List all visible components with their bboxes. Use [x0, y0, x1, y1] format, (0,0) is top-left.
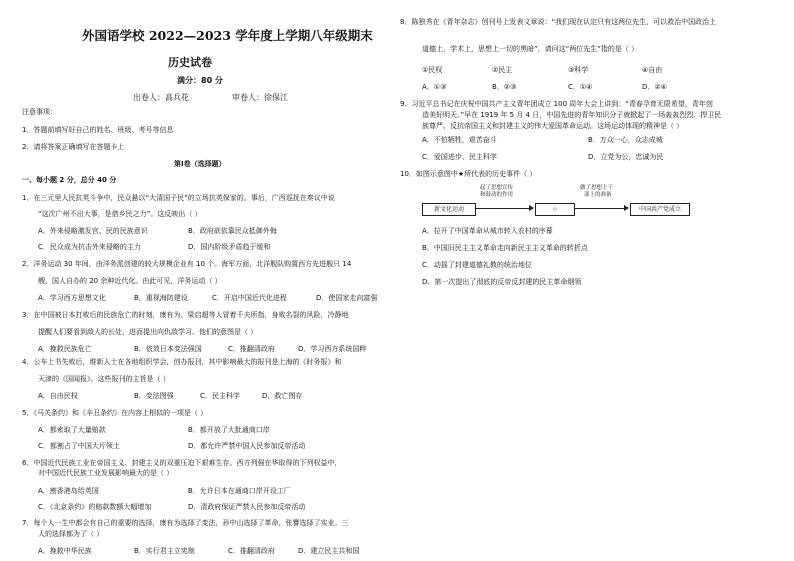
- option-D[interactable]: D．使国家走向富强: [316, 294, 378, 302]
- option-C[interactable]: C．爱国进步、民主科学: [422, 153, 497, 161]
- question-6-line: 6．中国近代民族工业在帝国主义、封建主义的双重压迫下艰难生存。西方列强在华取得的下列权益中，: [22, 459, 342, 467]
- option-B[interactable]: B．都开放了大批通商口岸: [188, 426, 270, 434]
- full-score: 满分：80 分: [177, 76, 223, 85]
- question-8-line: 道德上，学术上，思想上一切的黑暗”，请问这“两位先生”指的是（ ）: [422, 45, 639, 53]
- option-D[interactable]: D．第一次提出了彻底的反帝反封建的民主革命纲领: [422, 278, 582, 286]
- diagram-box-cpc-founded: 中国共产党成立: [630, 203, 690, 216]
- question-7-line: 7．每个人一生中都会有自己的重要的选择，康有为选择了变法，孙中山选择了革命，张謇选择了实业。三: [22, 519, 349, 527]
- option-D[interactable]: D．都允许严禁中国人民参加反帝活动: [188, 442, 306, 450]
- question-3-line: 3．在中国被日本打败后的民族危亡的时刻，康有为、梁启超等人冒着千夫所指，身败名裂的风险，冷静地: [22, 311, 349, 319]
- diagram-box-new-culture: 新文化运动: [422, 203, 476, 216]
- option-B[interactable]: B．变法图强: [134, 392, 174, 400]
- section-title: 第Ⅰ卷（选择题）: [174, 160, 226, 168]
- arrow-1-label: 和鼓动的作用: [480, 192, 514, 198]
- option-C[interactable]: C．《北京条约》的赔款数额大幅增加: [38, 503, 152, 511]
- option-B[interactable]: B．政府欲依靠民众抵御外侮: [188, 227, 277, 235]
- item-2: ②民主: [492, 66, 513, 74]
- option-C[interactable]: C．动摇了封建道德礼教的统治地位: [422, 261, 532, 269]
- item-3: ③科学: [568, 66, 589, 74]
- reviewer: 审卷人：徐保江: [232, 93, 288, 102]
- arrow-1-label: 起了思想宣传: [480, 185, 514, 191]
- question-1-line: 1．在三元里人民抗英斗争中，民众悬以“大清国子民”的立场抗英保家的。事后，广西巡抚在奏议中说: [22, 194, 335, 202]
- option-B[interactable]: B．②③: [492, 83, 517, 91]
- exam-title: 外国语学校 2022—2023 学年度上学期八年级期末: [82, 28, 373, 43]
- arrow-2-label: 做了思想上干: [580, 185, 614, 191]
- option-A[interactable]: A．拉开了中国革命从城市转入农村的序幕: [422, 227, 553, 235]
- question-10-line: 10．如图示意图中★所代表的历史事件（ ）: [400, 170, 537, 178]
- option-B[interactable]: B．重视海防建设: [134, 294, 188, 302]
- item-4: ④自由: [642, 66, 663, 74]
- arrow-2-label: 部上的准备: [584, 192, 612, 198]
- question-8-line: 8．陈独秀在《青年杂志》创刊号上发表文章说：“我们现在认定只有这两位先生，可以救治中国政治上: [400, 18, 717, 26]
- option-D[interactable]: D．立党为公，忠诚为民: [588, 153, 664, 161]
- question-9-line: 族尊严、反抗帝国主义和封建主义的伟大爱国革命运动。这场运动体现的精神是（ ）: [422, 122, 684, 130]
- option-D[interactable]: D．②④: [642, 83, 667, 91]
- option-B[interactable]: B．实行君主立宪制: [134, 547, 195, 555]
- option-A[interactable]: A．外来侵略激发官、民的民族意识: [38, 227, 148, 235]
- option-B[interactable]: B．依效日本变法强国: [134, 345, 202, 353]
- question-1-line: “这次广州不出大事，是借乡民之力”。这反映出（ ）: [38, 210, 202, 218]
- note-item: 2．请将答案正确填写在答题卡上: [22, 143, 125, 151]
- option-A[interactable]: A．挽救民族危亡: [38, 345, 92, 353]
- arrow-2-head: [624, 205, 629, 211]
- question-3-line: 提醒人们要看到敌人的长处，进而提出向仇敌学习。他们的意图是（ ）: [38, 328, 258, 336]
- question-4-line: 天津的《国闻报》。这些报刊的主旨是（ ）: [38, 375, 170, 383]
- question-2-line: 艘。国人自办的 20 余种近代化。由此可见，洋务运动（ ）: [38, 277, 222, 285]
- option-A[interactable]: A．都索取了大量赔款: [38, 426, 106, 434]
- option-A[interactable]: A．挽救中华民族: [38, 547, 92, 555]
- arrow-1: [475, 208, 531, 209]
- question-9-line: 9．习近平总书记在庆祝中国共产主义青年团成立 100 周年大会上讲到：“青春孕育无限希望，青年创: [400, 100, 713, 108]
- option-B[interactable]: B．万众一心，众志成城: [588, 136, 663, 144]
- question-6-line: 对中国近代民族工业发展影响最大的是（ ）: [38, 469, 174, 477]
- question-7-line: 人的选择都为了（ ）: [38, 530, 104, 538]
- option-D[interactable]: D．国内阶级矛盾趋于缓和: [188, 243, 271, 251]
- note-item: 1．答题前填写好自己的姓名、班级、考号等信息: [22, 126, 174, 134]
- option-A[interactable]: A．学习西方思想文化: [38, 294, 106, 302]
- option-C[interactable]: C．①④: [568, 83, 593, 91]
- question-5-line: 5．《马关条约》和《辛丑条约》在内容上相似的一项是（ ）: [22, 409, 208, 417]
- option-B[interactable]: B．允许日本在通商口岸开设工厂: [188, 487, 291, 495]
- question-4-line: 4．公车上书失败后，维新人士在各地组织学会，创办报刊，其中影响最大的报刊是上海的《时务报》和: [22, 358, 342, 366]
- option-A[interactable]: A．①③: [422, 83, 447, 91]
- option-A[interactable]: A．自由民权: [38, 392, 78, 400]
- arrow-2: [574, 208, 626, 209]
- option-D[interactable]: D．学习西方系统国粹: [298, 345, 367, 353]
- option-D[interactable]: D．清政府保证严禁人民参加反帝活动: [188, 503, 306, 511]
- option-C[interactable]: C．推翻清政府: [228, 547, 275, 555]
- option-B[interactable]: B．中国旧民主主义革命走向新民主主义革命的转折点: [422, 244, 588, 252]
- option-A[interactable]: A．割香港岛给英国: [38, 487, 99, 495]
- arrow-1-head: [529, 205, 534, 211]
- notes-heading: 注意事项：: [22, 108, 57, 116]
- item-1: ①民权: [422, 66, 443, 74]
- diagram-box-star: ☆: [535, 203, 575, 216]
- option-C[interactable]: C．都割占了中国大片领土: [38, 442, 120, 450]
- option-C[interactable]: C．民主科学: [200, 392, 240, 400]
- option-C[interactable]: C．民众成为抗击外来侵略的主力: [38, 243, 141, 251]
- section-instruction: 一、每小题 2 分，总分 40 分: [22, 176, 117, 184]
- option-C[interactable]: C．开启中国近代化进程: [212, 294, 287, 302]
- option-D[interactable]: D．救亡图存: [262, 392, 303, 400]
- author: 出卷人：高兵花: [133, 93, 189, 102]
- question-2-line: 2．洋务运动 30 年间，由洋务派创建的较大规模企业有 10 个。海军方面，北洋舰队购置西方先进舰只 14: [22, 260, 352, 268]
- question-9-line: 造美好明天。”早在 1919 年 5 月 4 日，中国先进的青年知识分子就掀起了一场轰轰烈烈、捍卫民: [422, 111, 722, 119]
- option-D[interactable]: D．建立民主共和国: [298, 547, 360, 555]
- exam-subtitle: 历史试卷: [168, 56, 212, 69]
- option-A[interactable]: A．不怕牺牲，艰苦奋斗: [422, 136, 497, 144]
- option-C[interactable]: C．推翻清政府: [228, 345, 275, 353]
